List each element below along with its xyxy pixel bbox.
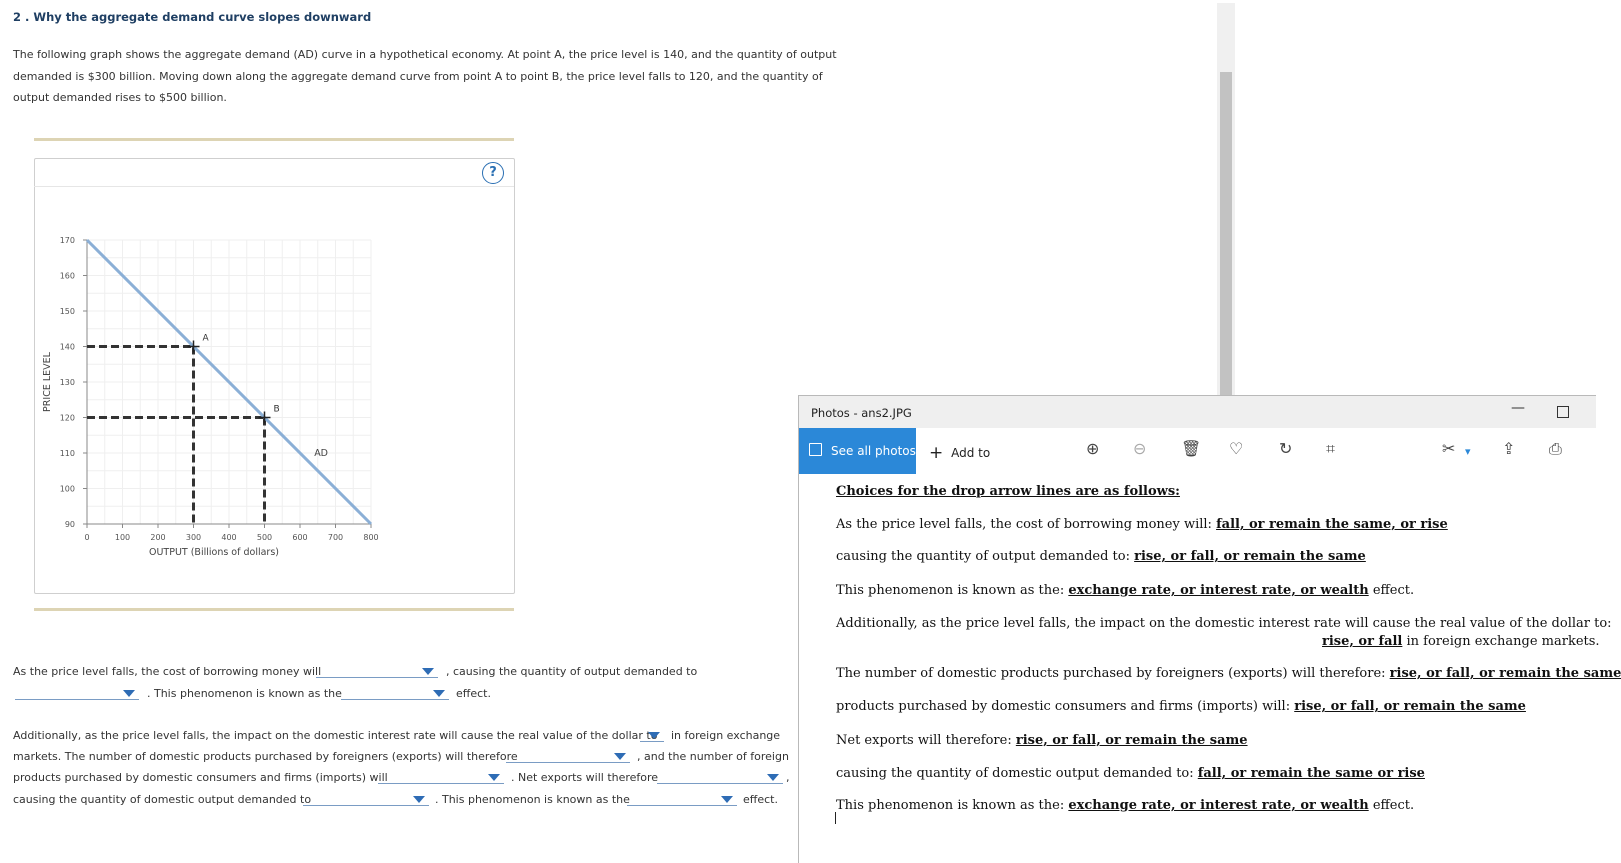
choice-options: rise, or fall, or remain the same bbox=[1015, 733, 1248, 748]
question-intro: The following graph shows the aggregate demand (AD) curve in a hypothetical economy. At point A, the price level is 140, and the quantity of output demanded is $300 billion. Moving down along the aggregate demand curve from point A to point B, the price level falls to 120, and the quantity of output demanded rises to $500 billion. bbox=[13, 48, 837, 104]
see-all-photos-label: See all photos bbox=[831, 444, 916, 458]
choice-line-suffix: in foreign exchange markets. bbox=[1402, 634, 1600, 649]
page-scrollbar-thumb[interactable] bbox=[1220, 72, 1232, 395]
x-tick-label: 400 bbox=[221, 533, 237, 542]
choices-heading: Choices for the drop arrow lines are as follows: bbox=[836, 484, 1180, 499]
choice-line bbox=[836, 583, 1414, 598]
text-cursor bbox=[835, 812, 836, 824]
p2-text-10: effect. bbox=[743, 793, 778, 806]
x-tick-label: 0 bbox=[84, 533, 90, 542]
effect-type-dropdown-1[interactable] bbox=[341, 686, 449, 700]
exports-dropdown[interactable] bbox=[506, 749, 630, 763]
share-icon[interactable]: ⇪ bbox=[1502, 439, 1516, 458]
y-axis-label: PRICE LEVEL bbox=[42, 352, 53, 412]
choice-line bbox=[1322, 634, 1600, 649]
choice-line-text: As the price level falls, the cost of borrowing money will: bbox=[836, 517, 1217, 532]
x-axis-label: OUTPUT (Billions of dollars) bbox=[148, 547, 280, 558]
chart-axes bbox=[42, 236, 379, 558]
add-to-label: Add to bbox=[951, 446, 991, 460]
edit-icon[interactable]: ✂ bbox=[1442, 439, 1456, 458]
chart-labels bbox=[188, 334, 329, 460]
add-to-button[interactable] bbox=[929, 442, 990, 462]
output-demanded-dropdown[interactable] bbox=[15, 686, 139, 700]
choice-line-text: causing the quantity of output demanded to: bbox=[836, 549, 1135, 564]
choice-line bbox=[836, 699, 1526, 714]
y-tick-label: 170 bbox=[59, 236, 75, 245]
photos-window-title: Photos - ans2.JPG bbox=[811, 406, 912, 420]
p2-text-6: . Net exports will therefore bbox=[511, 771, 659, 784]
effect-type-dropdown-2[interactable] bbox=[627, 792, 737, 806]
p1-text-4: effect. bbox=[456, 687, 491, 700]
x-tick-label: 100 bbox=[114, 533, 131, 542]
zoom-in-icon[interactable]: ⊕ bbox=[1086, 439, 1100, 458]
p2-text-7: , bbox=[786, 771, 790, 784]
photos-window bbox=[798, 395, 1621, 863]
maximize-button[interactable] bbox=[1557, 406, 1569, 418]
p2-text-1: Additionally, as the price level falls, the impact on the domestic interest rate will cause the real value of the dollar to bbox=[13, 729, 658, 742]
zoom-out-icon[interactable]: ⊖ bbox=[1133, 439, 1147, 458]
choice-line bbox=[836, 766, 1425, 781]
plus-icon: + bbox=[929, 443, 944, 463]
domestic-output-dropdown[interactable] bbox=[303, 792, 429, 806]
choice-line-text: This phenomenon is known as the: bbox=[836, 798, 1069, 813]
choice-line bbox=[836, 733, 1248, 748]
p2-text-5: products purchased by domestic consumers and firms (imports) will bbox=[13, 771, 388, 784]
choice-line bbox=[836, 798, 1414, 813]
imports-dropdown[interactable] bbox=[378, 770, 504, 784]
p2-text-9: . This phenomenon is known as the bbox=[435, 793, 630, 806]
choice-line-suffix: effect. bbox=[1368, 798, 1415, 813]
y-tick-label: 130 bbox=[59, 378, 75, 387]
minimize-button[interactable]: — bbox=[1511, 400, 1525, 416]
choice-line-text: causing the quantity of domestic output demanded to: bbox=[836, 766, 1198, 781]
rotate-icon[interactable]: ↻ bbox=[1279, 439, 1293, 458]
point-label-B: B bbox=[273, 404, 280, 415]
print-icon[interactable]: ⎙ bbox=[1549, 439, 1562, 458]
x-tick-label: 700 bbox=[327, 533, 344, 542]
p1-text-2: , causing the quantity of output demanded to bbox=[446, 665, 698, 678]
x-tick-label: 500 bbox=[256, 533, 273, 542]
choice-line-text: This phenomenon is known as the: bbox=[836, 583, 1069, 598]
y-tick-label: 150 bbox=[59, 307, 75, 316]
p1-text-3: . This phenomenon is known as the bbox=[147, 687, 342, 700]
choice-line bbox=[836, 666, 1621, 681]
p1-text-1: As the price level falls, the cost of borrowing money will bbox=[13, 665, 322, 678]
x-tick-label: 300 bbox=[185, 533, 202, 542]
see-all-photos-button[interactable] bbox=[799, 428, 916, 474]
p2-text-2: in foreign exchange bbox=[671, 729, 781, 742]
photos-titlebar bbox=[799, 396, 1596, 428]
favorite-icon[interactable]: ♡ bbox=[1229, 439, 1244, 458]
choice-options: exchange rate, or interest rate, or wealth bbox=[1068, 583, 1369, 598]
y-tick-label: 160 bbox=[59, 271, 75, 281]
point-label-A: A bbox=[202, 333, 209, 344]
choice-line bbox=[836, 549, 1366, 564]
edit-menu-chevron-down-icon[interactable]: ▾ bbox=[1465, 445, 1471, 458]
choice-line-text: products purchased by domestic consumers and firms (imports) will: bbox=[836, 699, 1295, 714]
choice-options: rise, or fall, or remain the same bbox=[1389, 666, 1621, 681]
y-tick-label: 110 bbox=[59, 449, 75, 458]
choice-line bbox=[836, 517, 1448, 532]
borrowing-cost-dropdown[interactable] bbox=[316, 664, 438, 678]
y-tick-label: 140 bbox=[59, 342, 75, 352]
crop-icon[interactable]: ⌗ bbox=[1326, 439, 1336, 458]
question-title: 2 . Why the aggregate demand curve slopes downward bbox=[13, 10, 372, 24]
y-tick-label: 120 bbox=[59, 413, 75, 423]
p2-text-8: causing the quantity of domestic output demanded to bbox=[13, 793, 312, 806]
x-tick-label: 200 bbox=[150, 533, 166, 542]
choice-line bbox=[836, 616, 1612, 631]
delete-icon[interactable]: 🗑 bbox=[1181, 439, 1202, 458]
choice-options: exchange rate, or interest rate, or wealth bbox=[1068, 798, 1369, 813]
choice-line-text: Additionally, as the price level falls, the impact on the domestic interest rate will cause the real value of the dollar to: bbox=[836, 616, 1612, 631]
choice-options: rise, or fall, or remain the same bbox=[1294, 699, 1526, 714]
choice-options: fall, or remain the same, or rise bbox=[1216, 517, 1448, 532]
choice-options: rise, or fall, or remain the same bbox=[1134, 549, 1366, 564]
net-exports-dropdown[interactable] bbox=[657, 770, 783, 784]
choice-line-text: The number of domestic products purchased by foreigners (exports) will therefore: bbox=[836, 666, 1390, 681]
choice-options: rise, or fall bbox=[1322, 634, 1403, 649]
choice-options: fall, or remain the same or rise bbox=[1197, 766, 1425, 781]
curve-label: AD bbox=[314, 448, 329, 459]
dollar-value-dropdown[interactable] bbox=[640, 728, 664, 742]
x-tick-label: 600 bbox=[292, 533, 308, 542]
y-tick-label: 90 bbox=[64, 520, 75, 529]
help-button[interactable]: ? bbox=[482, 162, 504, 184]
choice-line-text: Net exports will therefore: bbox=[836, 733, 1016, 748]
x-tick-label: 800 bbox=[363, 533, 379, 542]
y-tick-label: 100 bbox=[59, 484, 75, 494]
p2-text-3: markets. The number of domestic products purchased by foreigners (exports) will therefore bbox=[13, 750, 518, 763]
photo-icon bbox=[809, 443, 822, 456]
p2-text-4: , and the number of foreign bbox=[637, 750, 789, 763]
choice-line-suffix: effect. bbox=[1368, 583, 1415, 598]
